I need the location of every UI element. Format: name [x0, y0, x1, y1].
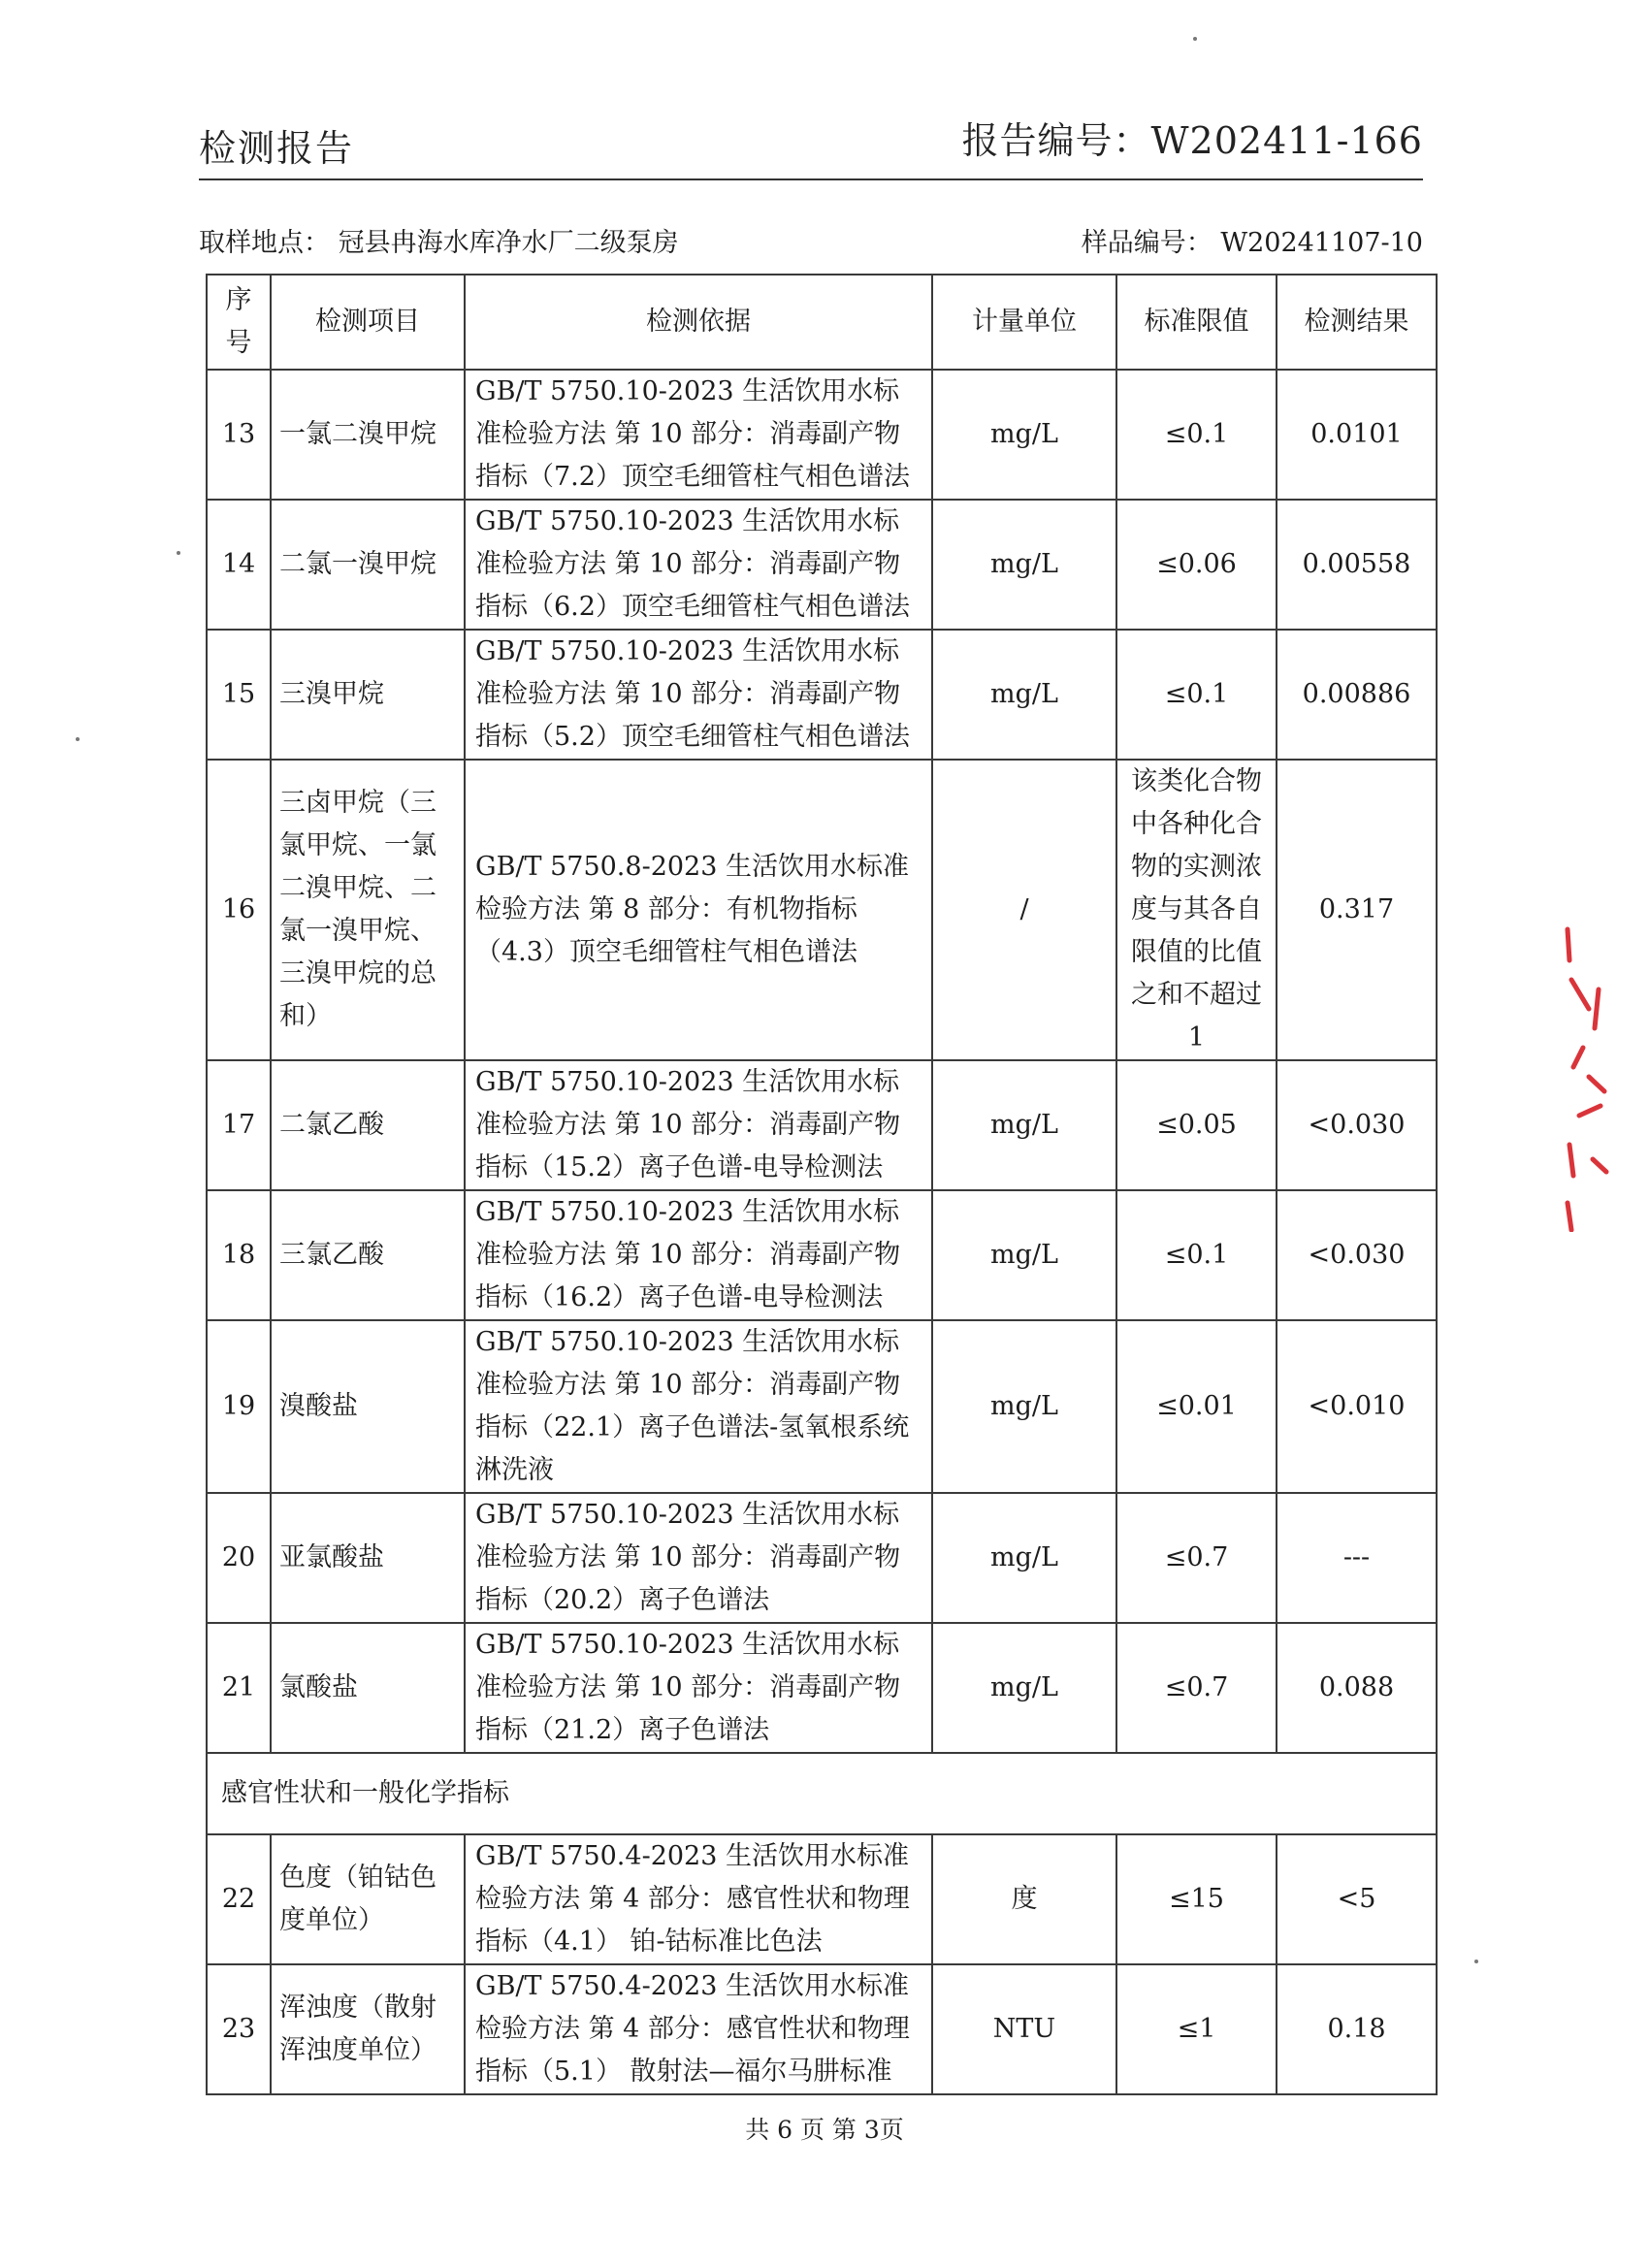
cell-limit: ≤0.1: [1116, 1190, 1277, 1320]
cell-item: 浑浊度（散射浑浊度单位）: [271, 1964, 465, 2094]
cell-no: 15: [207, 630, 271, 760]
sampling-location: 取样地点： 冠县冉海水库净水厂二级泵房: [199, 228, 679, 258]
cell-item: 溴酸盐: [271, 1320, 465, 1493]
report-number: 报告编号：W202411-166: [961, 119, 1423, 162]
cell-basis: GB/T 5750.10-2023 生活饮用水标准检验方法 第 10 部分：消毒副产物指标（5.2）顶空毛细管柱气相色谱法: [465, 630, 932, 760]
cell-no: 18: [207, 1190, 271, 1320]
sample-number: 样品编号： W20241107-10: [1081, 228, 1423, 258]
header-basis: 检测依据: [465, 275, 932, 370]
cell-item: 色度（铂钴色度单位）: [271, 1834, 465, 1964]
cell-result: <0.030: [1277, 1060, 1437, 1190]
header-no: 序号: [207, 275, 271, 370]
cell-limit: ≤15: [1116, 1834, 1277, 1964]
cell-unit: mg/L: [932, 1060, 1116, 1190]
cell-basis: GB/T 5750.10-2023 生活饮用水标准检验方法 第 10 部分：消毒副产物指标（7.2）顶空毛细管柱气相色谱法: [465, 370, 932, 500]
cell-result: <5: [1277, 1834, 1437, 1964]
cell-unit: mg/L: [932, 1623, 1116, 1753]
table-header-row: [207, 275, 1437, 370]
table-row: [207, 1190, 1437, 1320]
cell-result: 0.317: [1277, 760, 1437, 1060]
cell-result: 0.00886: [1277, 630, 1437, 760]
cell-unit: NTU: [932, 1964, 1116, 2094]
cell-result: <0.010: [1277, 1320, 1437, 1493]
table-row: [207, 500, 1437, 630]
cell-limit: ≤1: [1116, 1964, 1277, 2094]
cell-result: 0.00558: [1277, 500, 1437, 630]
page-header: [199, 109, 1423, 180]
cell-no: 14: [207, 500, 271, 630]
cell-limit: ≤0.7: [1116, 1623, 1277, 1753]
table-row: [207, 630, 1437, 760]
cell-unit: mg/L: [932, 1320, 1116, 1493]
cell-result: 0.18: [1277, 1964, 1437, 2094]
cell-basis: GB/T 5750.10-2023 生活饮用水标准检验方法 第 10 部分：消毒副产物指标（21.2）离子色谱法: [465, 1623, 932, 1753]
header-item: 检测项目: [271, 275, 465, 370]
cell-item: 氯酸盐: [271, 1623, 465, 1753]
cell-result: 0.088: [1277, 1623, 1437, 1753]
cell-unit: mg/L: [932, 370, 1116, 500]
cell-limit: ≤0.05: [1116, 1060, 1277, 1190]
scan-speck: [1193, 37, 1197, 41]
cell-no: 21: [207, 1623, 271, 1753]
cell-result: ---: [1277, 1493, 1437, 1623]
cell-limit: ≤0.7: [1116, 1493, 1277, 1623]
cell-limit: 该类化合物中各种化合物的实测浓度与其各自限值的比值之和不超过1: [1116, 760, 1277, 1060]
cell-no: 20: [207, 1493, 271, 1623]
cell-no: 22: [207, 1834, 271, 1964]
cell-basis: GB/T 5750.4-2023 生活饮用水标准检验方法 第 4 部分：感官性状和物理指标（5.1） 散射法—福尔马肼标准: [465, 1964, 932, 2094]
cell-unit: mg/L: [932, 500, 1116, 630]
cell-no: 23: [207, 1964, 271, 2094]
section-row: [207, 1753, 1437, 1834]
cell-basis: GB/T 5750.10-2023 生活饮用水标准检验方法 第 10 部分：消毒副产物指标（22.1）离子色谱法-氢氧根系统淋洗液: [465, 1320, 932, 1493]
results-table: [206, 274, 1438, 2095]
cell-result: 0.0101: [1277, 370, 1437, 500]
cell-item: 一氯二溴甲烷: [271, 370, 465, 500]
cell-basis: GB/T 5750.4-2023 生活饮用水标准检验方法 第 4 部分：感官性状和物理指标（4.1） 铂-钴标准比色法: [465, 1834, 932, 1964]
cell-basis: GB/T 5750.10-2023 生活饮用水标准检验方法 第 10 部分：消毒副产物指标（16.2）离子色谱-电导检测法: [465, 1190, 932, 1320]
report-title: 检测报告: [199, 127, 355, 170]
cell-unit: 度: [932, 1834, 1116, 1964]
cell-no: 13: [207, 370, 271, 500]
cell-no: 19: [207, 1320, 271, 1493]
header-limit: 标准限值: [1116, 275, 1277, 370]
cell-item: 三卤甲烷（三氯甲烷、一氯二溴甲烷、二氯一溴甲烷、三溴甲烷的总和）: [271, 760, 465, 1060]
cell-basis: GB/T 5750.10-2023 生活饮用水标准检验方法 第 10 部分：消毒副产物指标（15.2）离子色谱-电导检测法: [465, 1060, 932, 1190]
table-row: [207, 760, 1437, 1060]
cell-result: <0.030: [1277, 1190, 1437, 1320]
table-row: [207, 1623, 1437, 1753]
table-row: [207, 1320, 1437, 1493]
cell-no: 17: [207, 1060, 271, 1190]
table-row: [207, 1060, 1437, 1190]
cell-item: 亚氯酸盐: [271, 1493, 465, 1623]
table-row: [207, 1834, 1437, 1964]
cell-limit: ≤0.1: [1116, 370, 1277, 500]
cell-item: 三溴甲烷: [271, 630, 465, 760]
cell-basis: GB/T 5750.8-2023 生活饮用水标准检验方法 第 8 部分：有机物指标（4.3）顶空毛细管柱气相色谱法: [465, 760, 932, 1060]
cell-limit: ≤0.1: [1116, 630, 1277, 760]
cell-item: 二氯乙酸: [271, 1060, 465, 1190]
scan-speck: [1474, 1960, 1478, 1963]
cell-basis: GB/T 5750.10-2023 生活饮用水标准检验方法 第 10 部分：消毒副产物指标（20.2）离子色谱法: [465, 1493, 932, 1623]
sample-meta: [199, 221, 1423, 260]
cell-no: 16: [207, 760, 271, 1060]
scan-speck: [76, 737, 80, 741]
cell-limit: ≤0.06: [1116, 500, 1277, 630]
cell-unit: mg/L: [932, 1190, 1116, 1320]
header-unit: 计量单位: [932, 275, 1116, 370]
cell-limit: ≤0.01: [1116, 1320, 1277, 1493]
cell-item: 二氯一溴甲烷: [271, 500, 465, 630]
table-row: [207, 1493, 1437, 1623]
cell-basis: GB/T 5750.10-2023 生活饮用水标准检验方法 第 10 部分：消毒副产物指标（6.2）顶空毛细管柱气相色谱法: [465, 500, 932, 630]
seal-stroke: [1568, 929, 1606, 1230]
red-seal-stamp-fragment: [1560, 922, 1618, 1232]
header-result: 检测结果: [1277, 275, 1437, 370]
cell-unit: mg/L: [932, 1493, 1116, 1623]
page-counter: 共 6 页 第 3页: [745, 2116, 904, 2144]
table-row: [207, 370, 1437, 500]
cell-unit: mg/L: [932, 630, 1116, 760]
cell-unit: /: [932, 760, 1116, 1060]
cell-item: 三氯乙酸: [271, 1190, 465, 1320]
section-label: 感官性状和一般化学指标: [207, 1753, 1437, 1834]
table-row: [207, 1964, 1437, 2094]
scan-speck: [177, 551, 180, 555]
